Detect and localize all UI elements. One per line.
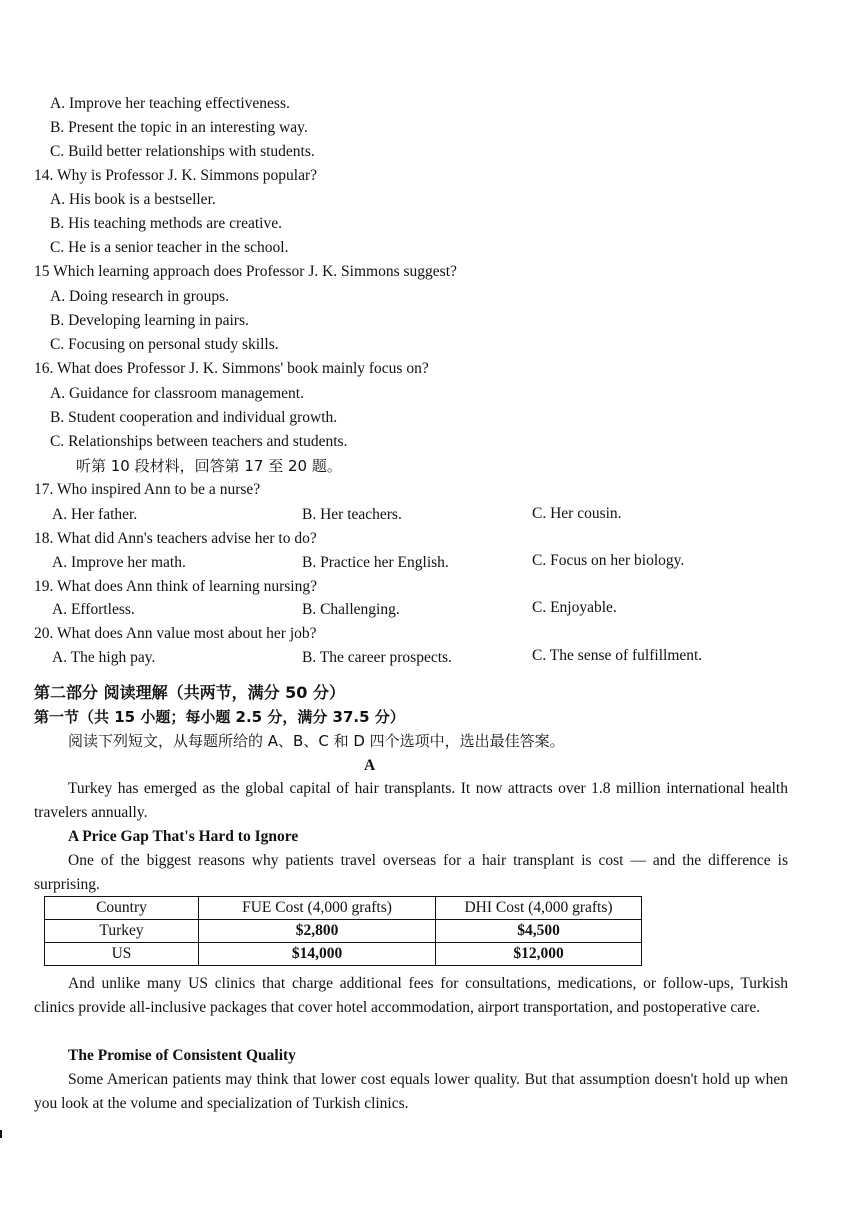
q20-option-a: A. The high pay. bbox=[52, 649, 156, 666]
q16-option-a: A. Guidance for classroom management. bbox=[50, 385, 304, 402]
q18-option-c: C. Focus on her biology. bbox=[532, 552, 685, 569]
q17-option-c: C. Her cousin. bbox=[532, 505, 622, 522]
q14-option-c: C. He is a senior teacher in the school. bbox=[50, 239, 289, 256]
q17-option-a: A. Her father. bbox=[52, 506, 138, 523]
table-cell: $4,500 bbox=[436, 920, 642, 943]
q13-option-c: C. Build better relationships with students. bbox=[50, 143, 315, 160]
passage-paragraph-3-text: And unlike many US clinics that charge additional fees for consultations, medications, or follow-ups, Turkish clinics provide all-inclusive packages that cover hotel accommodation, airport transportation, and postoperative care. bbox=[34, 975, 788, 1016]
table-cell: $2,800 bbox=[199, 920, 436, 943]
q20-option-c: C. The sense of fulfillment. bbox=[532, 647, 703, 664]
q19-option-b: B. Challenging. bbox=[302, 601, 400, 618]
q20-stem: 20. What does Ann value most about her job? bbox=[34, 625, 317, 642]
q16-option-c: C. Relationships between teachers and students. bbox=[50, 433, 348, 450]
table-header-cell: DHI Cost (4,000 grafts) bbox=[436, 897, 642, 920]
table-cell: $12,000 bbox=[436, 943, 642, 966]
q16-option-b: B. Student cooperation and individual growth. bbox=[50, 409, 338, 426]
passage-paragraph-1-text: Turkey has emerged as the global capital of hair transplants. It now attracts over 1.8 million international health travelers annually. bbox=[34, 780, 788, 821]
q16-stem: 16. What does Professor J. K. Simmons' book mainly focus on? bbox=[34, 360, 429, 377]
part2-heading: 第二部分 阅读理解（共两节，满分 50 分） bbox=[34, 683, 345, 702]
q14-stem: 14. Why is Professor J. K. Simmons popular? bbox=[34, 167, 318, 184]
table-header-cell: Country bbox=[45, 897, 199, 920]
table-header-cell: FUE Cost (4,000 grafts) bbox=[199, 897, 436, 920]
passage-subheading-2: The Promise of Consistent Quality bbox=[68, 1047, 296, 1064]
passage-paragraph-4-text: Some American patients may think that lower cost equals lower quality. But that assumption doesn't hold up when you look at the volume and specialization of Turkish clinics. bbox=[34, 1071, 788, 1112]
q17-stem: 17. Who inspired Ann to be a nurse? bbox=[34, 481, 261, 498]
table-row bbox=[45, 920, 642, 943]
q14-option-b: B. His teaching methods are creative. bbox=[50, 215, 282, 232]
passage-paragraph-4 bbox=[34, 1068, 788, 1116]
table-cell: US bbox=[45, 943, 199, 966]
q18-stem: 18. What did Ann's teachers advise her to do? bbox=[34, 530, 317, 547]
q15-option-b: B. Developing learning in pairs. bbox=[50, 312, 249, 329]
table-cell: $14,000 bbox=[199, 943, 436, 966]
reading-instruction: 阅读下列短文，从每题所给的 A、B、C 和 D 四个选项中，选出最佳答案。 bbox=[68, 732, 565, 750]
passage-paragraph-3 bbox=[34, 972, 788, 1020]
q15-stem: 15 Which learning approach does Professor J. K. Simmons suggest? bbox=[34, 263, 457, 280]
q19-option-a: A. Effortless. bbox=[52, 601, 135, 618]
passage-label: A bbox=[364, 757, 376, 774]
q15-option-a: A. Doing research in groups. bbox=[50, 288, 230, 305]
passage-subheading-1: A Price Gap That's Hard to Ignore bbox=[68, 828, 299, 845]
q13-option-b: B. Present the topic in an interesting way. bbox=[50, 119, 308, 136]
passage-paragraph-2 bbox=[34, 849, 788, 897]
q20-option-b: B. The career prospects. bbox=[302, 649, 452, 666]
q18-option-b: B. Practice her English. bbox=[302, 554, 449, 571]
table-cell: Turkey bbox=[45, 920, 199, 943]
q15-option-c: C. Focusing on personal study skills. bbox=[50, 336, 279, 353]
q18-option-a: A. Improve her math. bbox=[52, 554, 186, 571]
q17-option-b: B. Her teachers. bbox=[302, 506, 402, 523]
q13-option-a: A. Improve her teaching effectiveness. bbox=[50, 95, 290, 112]
q19-stem: 19. What does Ann think of learning nursing? bbox=[34, 578, 317, 595]
passage-paragraph-1 bbox=[34, 777, 788, 825]
cost-comparison-table bbox=[44, 896, 642, 966]
scan-edge-mark bbox=[0, 1130, 2, 1138]
passage-paragraph-2-text: One of the biggest reasons why patients travel overseas for a hair transplant is cost — and the difference is surprising. bbox=[34, 852, 788, 893]
section1-heading: 第一节（共 15 小题；每小题 2.5 分，满分 37.5 分） bbox=[34, 708, 405, 726]
table-header-row bbox=[45, 897, 642, 920]
q19-option-c: C. Enjoyable. bbox=[532, 599, 617, 616]
material-10-instruction: 听第 10 段材料，回答第 17 至 20 题。 bbox=[76, 457, 342, 475]
q14-option-a: A. His book is a bestseller. bbox=[50, 191, 216, 208]
table-row bbox=[45, 943, 642, 966]
